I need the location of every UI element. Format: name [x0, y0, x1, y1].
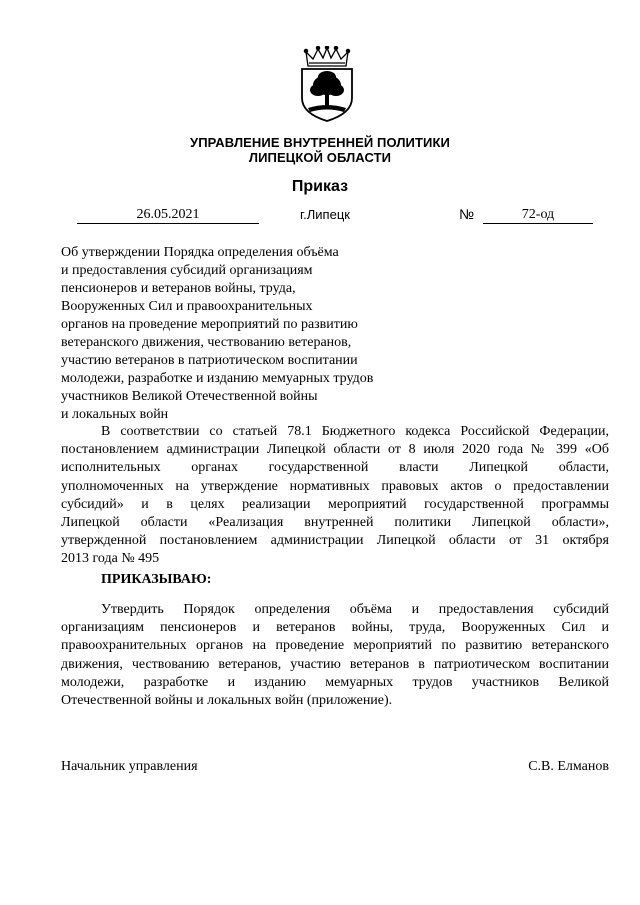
body-line: Отечественной войны и локальных войн (приложение).: [61, 692, 393, 708]
document-number: 72-од: [483, 206, 593, 224]
subject-line: пенсионеров и ветеранов войны, труда,: [61, 281, 296, 296]
document-title: Приказ: [291, 178, 349, 195]
document-date: 26.05.2021: [77, 206, 259, 224]
order-heading: ПРИКАЗЫВАЮ:: [101, 572, 212, 587]
document-subject: [61, 244, 421, 424]
subject-line: участников Великой Отечественной войны: [61, 389, 318, 404]
subject-line: и локальных войн: [61, 407, 169, 422]
org-name-line-1: УПРАВЛЕНИЕ ВНУТРЕННЕЙ ПОЛИТИКИ: [190, 135, 450, 150]
order-body-paragraph: [61, 601, 609, 710]
preamble-paragraph: [61, 423, 609, 569]
body-line: организациям пенсионеров и ветеранов войны, труда, Вооруженных Сил и: [61, 620, 609, 636]
subject-line: Вооруженных Сил и правоохранительных: [61, 299, 313, 314]
subject-line: участию ветеранов в патриотическом воспитании: [61, 353, 358, 368]
signatory-position: Начальник управления: [61, 759, 198, 774]
preamble-line: 2013 года № 495: [61, 551, 160, 567]
subject-line: органов на проведение мероприятий по развитию: [61, 317, 358, 332]
coat-of-arms-icon: [296, 46, 358, 122]
subject-line: молодежи, разработке и изданию мемуарных трудов: [61, 371, 374, 386]
preamble-line: утвержденной постановлением администрации Липецкой области от 31 октября: [61, 533, 609, 549]
org-name-line-2: ЛИПЕЦКОЙ ОБЛАСТИ: [248, 150, 392, 165]
preamble-line: уполномоченных на утверждение нормативных правовых актов о предоставлении: [61, 478, 609, 494]
number-sign: №: [459, 206, 475, 222]
body-line: молодежи, разработке и изданию мемуарных трудов участников Великой: [61, 674, 609, 690]
body-line: движения, чествованию ветеранов, участию ветеранов в патриотическом воспитании: [61, 656, 609, 672]
subject-line: и предоставления субсидий организациям: [61, 263, 313, 278]
preamble-line: постановлением администрации Липецкой области от 8 июля 2020 года № 399 «Об: [61, 442, 609, 458]
signatory-name: С.В. Елманов: [528, 759, 609, 774]
subject-line: ветеранского движения, чествованию ветеранов,: [61, 335, 352, 350]
document-city: г.Липецк: [300, 207, 350, 222]
preamble-line: субсидий» и в целях реализации мероприятий государственной программы: [61, 496, 609, 512]
preamble-line: В соответствии со статьей 78.1 Бюджетного кодекса Российской Федерации,: [101, 424, 609, 439]
body-line: правоохранительных органов на проведение мероприятий по развитию ветеранского: [61, 638, 609, 654]
subject-line: Об утверждении Порядка определения объёма: [61, 245, 339, 260]
body-line: Утвердить Порядок определения объёма и предоставления субсидий: [101, 602, 609, 617]
preamble-line: Липецкой области «Реализация внутренней политики Липецкой области»,: [61, 514, 609, 530]
preamble-line: исполнительных органах государственной власти Липецкой области,: [61, 460, 609, 476]
